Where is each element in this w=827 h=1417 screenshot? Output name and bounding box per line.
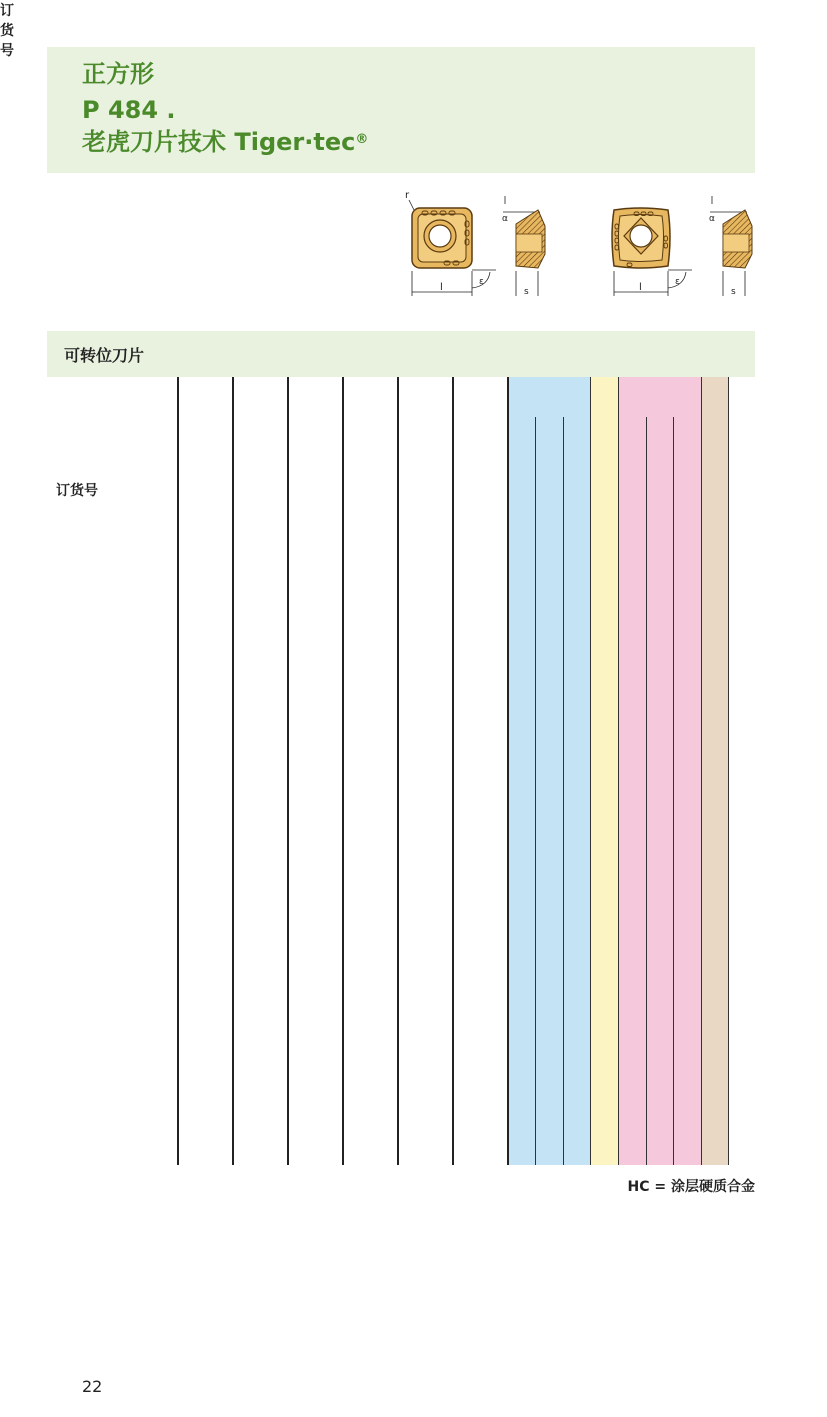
- svg-text:s: s: [524, 287, 529, 297]
- header-order-number: 订货号: [56, 483, 98, 499]
- grade-column-bg: [535, 377, 563, 1165]
- peripheral-insert-drawing: [400, 186, 560, 301]
- grade-column-bg: [701, 377, 728, 1165]
- registered-mark: ®: [355, 132, 369, 147]
- grade-divider: [563, 417, 564, 1165]
- section-header: [47, 331, 755, 377]
- grade-divider: [728, 377, 729, 1165]
- grade-column-bg: [673, 377, 701, 1165]
- grade-divider: [673, 417, 674, 1165]
- svg-text:s: s: [731, 287, 736, 297]
- page-number: 22: [82, 1377, 103, 1396]
- svg-text:α: α: [502, 214, 508, 224]
- grade-column-bg: [507, 377, 535, 1165]
- grade-column-bg: [728, 377, 756, 1165]
- svg-text:r: r: [405, 190, 410, 201]
- grade-column-bg: [590, 377, 618, 1165]
- svg-text:l: l: [639, 282, 642, 293]
- column-divider: [507, 377, 509, 1165]
- footnote: HC = 涂层硬质合金: [627, 1179, 755, 1195]
- grade-column-bg: [646, 377, 673, 1165]
- center-insert-drawing: [600, 186, 760, 301]
- svg-text:ε: ε: [479, 277, 484, 287]
- column-divider: [342, 377, 344, 1165]
- grade-divider: [535, 417, 536, 1165]
- grade-column-bg: [563, 377, 590, 1165]
- title-technology: 老虎刀片技术 Tiger·tec®: [82, 128, 369, 156]
- column-divider: [397, 377, 399, 1165]
- grade-divider: [646, 417, 647, 1165]
- section-title: 可转位刀片: [64, 346, 145, 365]
- column-divider: [232, 377, 234, 1165]
- title-series: P 484 .: [82, 96, 176, 124]
- column-divider: [287, 377, 289, 1165]
- grade-column-bg: [618, 377, 646, 1165]
- grade-divider: [618, 377, 619, 1165]
- title-block: [47, 47, 755, 173]
- svg-text:l: l: [440, 282, 443, 293]
- title-shape: 正方形: [82, 60, 154, 88]
- svg-text:ε: ε: [675, 277, 680, 287]
- grade-divider: [590, 377, 591, 1165]
- column-divider: [177, 377, 179, 1165]
- grade-divider: [701, 377, 702, 1165]
- svg-text:α: α: [709, 214, 715, 224]
- column-divider: [452, 377, 454, 1165]
